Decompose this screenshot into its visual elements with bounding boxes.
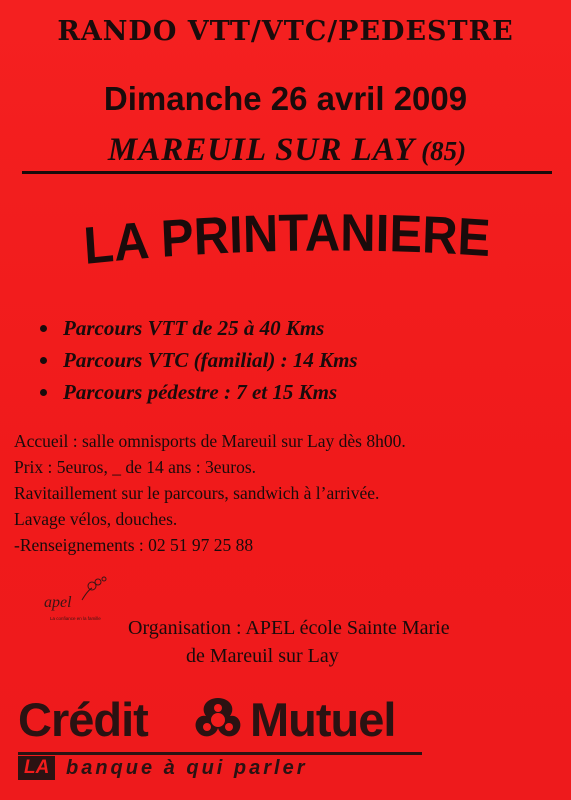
info-facilities: Lavage vélos, douches. (14, 509, 178, 529)
info-block (14, 428, 554, 558)
credit-mutuel-logo (18, 692, 438, 788)
sponsor-badge: LA (18, 756, 55, 780)
department-number: (85) (421, 136, 467, 166)
organisation-line-2: de Mareuil sur Lay (186, 645, 339, 667)
list-item (40, 312, 358, 344)
apel-tagline: La confiance en la famille (50, 616, 101, 621)
flower-icon (78, 574, 114, 602)
route-label: Parcours pédestre : 7 et 15 Kms (63, 380, 338, 404)
info-refreshments: Ravitaillement sur le parcours, sandwich à l’arrivée. (14, 483, 380, 503)
event-date: Dimanche 26 avril 2009 (103, 80, 468, 117)
route-label: Parcours VTC (familial) : 14 Kms (63, 348, 358, 372)
event-title (80, 214, 500, 284)
apel-logo (38, 572, 118, 628)
event-title-art (80, 214, 500, 284)
info-contact: -Renseignements : 02 51 97 25 88 (14, 535, 254, 555)
sponsor-name-part2: Mutuel (250, 693, 396, 746)
bullet-icon (40, 325, 47, 332)
svg-text:LA PRINTANIERE (82, 214, 492, 276)
event-location (22, 130, 552, 174)
organisation-block (128, 614, 558, 670)
town-name: MAREUIL SUR LAY (107, 132, 416, 168)
sponsor-slogan: banque à qui parler (66, 757, 308, 779)
routes-list (40, 312, 358, 408)
credit-mutuel-emblem-icon (188, 694, 248, 746)
event-title-text: LA PRINTANIERE (81, 214, 487, 277)
event-type-heading: RANDO VTT/VTC/PEDESTRE (57, 16, 514, 47)
list-item (40, 344, 358, 376)
list-item (40, 376, 358, 408)
apel-wordmark: apel (44, 594, 72, 611)
info-price: Prix : 5euros, _ de 14 ans : 3euros. (14, 457, 257, 477)
organisation-line-1: Organisation : APEL école Sainte Marie (128, 617, 450, 639)
bullet-icon (40, 389, 47, 396)
bullet-icon (40, 357, 47, 364)
route-label: Parcours VTT de 25 à 40 Kms (63, 316, 325, 340)
sponsor-name-part1: Crédit (18, 693, 148, 746)
info-welcome: Accueil : salle omnisports de Mareuil sur Lay dès 8h00. (14, 431, 406, 451)
